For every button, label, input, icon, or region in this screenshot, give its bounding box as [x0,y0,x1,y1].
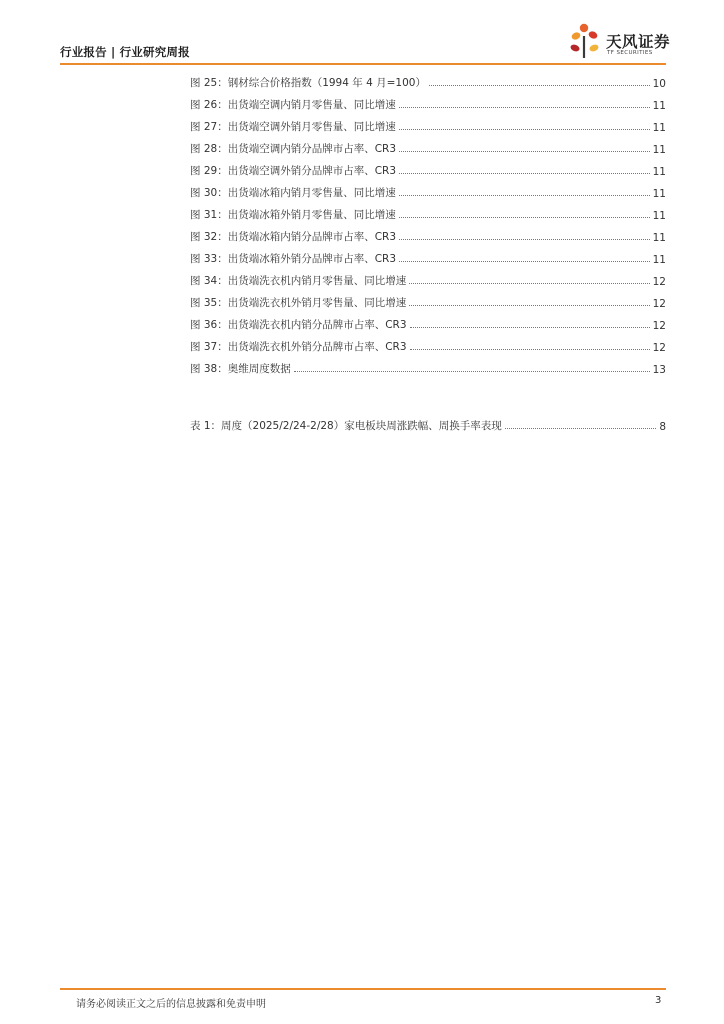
figure-entry-label: 图 32：出货端冰箱内销分品牌市占率、CR3 [190,231,397,243]
figure-entry-label: 图 34：出货端洗衣机内销月零售量、同比增速 [190,275,407,287]
dot-leader [410,327,650,328]
dot-leader [409,305,649,306]
table-entry-page: 8 [659,421,666,433]
figure-entry-page: 11 [652,210,666,222]
figure-entry-label: 图 26：出货端空调内销月零售量、同比增速 [190,99,396,111]
figure-entry-page: 12 [652,276,666,288]
table-entry[interactable] [190,411,666,433]
dot-leader [399,195,650,196]
logo-en-text: TF SECURITIES [607,50,653,56]
header-divider [60,63,666,65]
figure-entry[interactable] [190,288,666,310]
figure-entry-label: 图 37：出货端洗衣机外销分品牌市占率、CR3 [190,341,407,353]
table-entry-label: 表 1：周度（2025/2/24-2/28）家电板块周涨跌幅、周换手率表现 [190,420,502,432]
dot-leader [399,129,650,130]
figure-index [190,68,666,376]
figure-entry[interactable] [190,310,666,332]
figure-entry-page: 10 [652,78,666,90]
figure-entry[interactable] [190,178,666,200]
figure-entry-label: 图 36：出货端洗衣机内销分品牌市占率、CR3 [190,319,407,331]
figure-entry[interactable] [190,112,666,134]
dot-leader [399,239,650,240]
figure-entry-page: 11 [652,144,666,156]
table-index [190,411,666,433]
dot-leader [429,85,650,86]
dot-leader [409,283,649,284]
figure-entry-label: 图 29：出货端空调外销分品牌市占率、CR3 [190,165,397,177]
figure-entry-label: 图 35：出货端洗衣机外销月零售量、同比增速 [190,297,407,309]
figure-entry[interactable] [190,134,666,156]
figure-entry-page: 11 [652,188,666,200]
footer-disclaimer: 请务必阅读正文之后的信息披露和免责申明 [76,999,266,1010]
figure-entry-label: 图 30：出货端冰箱内销月零售量、同比增速 [190,187,396,199]
dot-leader [399,261,650,262]
figure-entry-page: 11 [652,166,666,178]
figure-entry-page: 12 [652,298,666,310]
figure-entry-page: 11 [652,122,666,134]
dot-leader [294,371,650,372]
figure-entry-page: 11 [652,232,666,244]
dot-leader [505,428,657,429]
dot-leader [399,173,650,174]
logo-cn-text: 天风证券 [606,33,671,51]
figure-entry[interactable] [190,266,666,288]
figure-entry-label: 图 38：奥维周度数据 [190,363,291,375]
tf-flower-logo-icon [568,22,602,60]
footer-divider [60,988,666,990]
figure-entry-page: 12 [652,342,666,354]
figure-entry-page: 11 [652,254,666,266]
dot-leader [399,217,650,218]
figure-entry-page: 13 [652,364,666,376]
report-type-title: 行业报告 | 行业研究周报 [60,45,190,59]
figure-entry-page: 11 [652,100,666,112]
dot-leader [410,349,650,350]
figure-entry-label: 图 25：钢材综合价格指数（1994 年 4 月=100） [190,77,426,89]
figure-entry-label: 图 28：出货端空调内销分品牌市占率、CR3 [190,143,397,155]
figure-entry-label: 图 33：出货端冰箱外销分品牌市占率、CR3 [190,253,397,265]
dot-leader [399,107,650,108]
figure-entry[interactable] [190,200,666,222]
figure-entry[interactable] [190,332,666,354]
figure-entry-label: 图 27：出货端空调外销月零售量、同比增速 [190,121,396,133]
figure-entry[interactable] [190,222,666,244]
figure-entry-label: 图 31：出货端冰箱外销月零售量、同比增速 [190,209,396,221]
page-number: 3 [655,995,662,1006]
figure-entry-page: 12 [652,320,666,332]
figure-entry[interactable] [190,354,666,376]
figure-entry[interactable] [190,68,666,90]
company-logo [568,22,671,60]
dot-leader [399,151,650,152]
figure-entry[interactable] [190,244,666,266]
figure-entry[interactable] [190,90,666,112]
figure-entry[interactable] [190,156,666,178]
